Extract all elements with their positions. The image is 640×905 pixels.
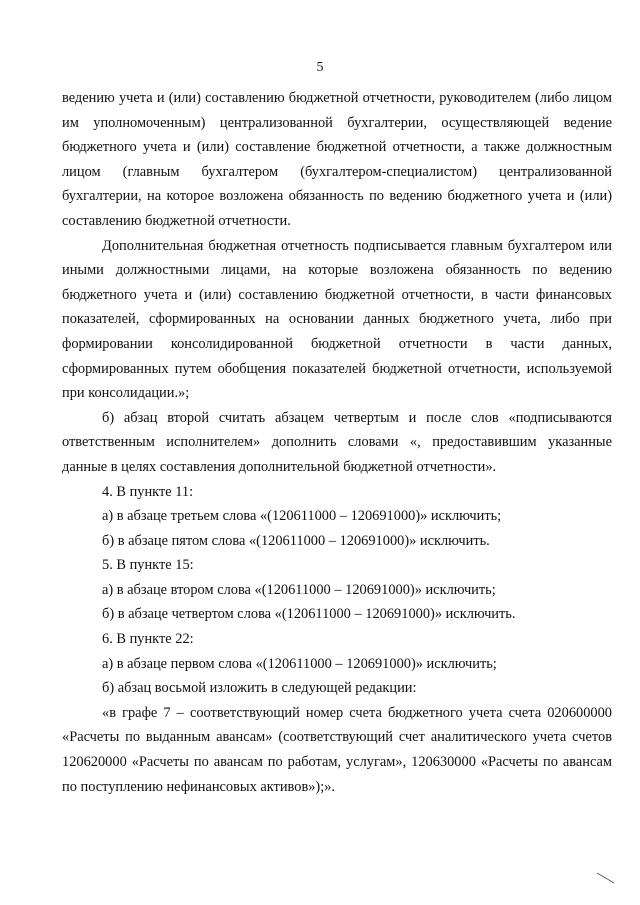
clause-4-heading: 4. В пункте 11: xyxy=(102,483,194,500)
clause-6-item-b: б) абзац восьмой изложить в следующей редакции: xyxy=(102,680,417,697)
clause-5-item-a: а) в абзаце втором слова «(120611000 – 120691000)» исключить; xyxy=(102,581,496,598)
page-number: 5 xyxy=(316,60,324,75)
paragraph-additional-reporting: Дополнительная бюджетная отчетность подписывается главным бухгалтером или иными должностными лицами, на которые возложена обязанность по ведению бюджетного учета и (или) составлению бюджетной отчетности, в части финансовых показателей, сформированных на основании данных бюджетного учета, либо при формировании консолидированной бюджетной отчетности в части данных, сформированных путем обобщения показателей бюджетной отчетности, используемой при консолидации.»; xyxy=(62,237,612,402)
paragraph-signing-continuation: ведению учета и (или) составлению бюджетной отчетности, руководителем (либо лицом им уполномоченным) централизованной бухгалтерии, осуществляющей ведение бюджетного учета и (или) составление бюджетной отчетности, а также должностным лицом (главным бухгалтером (бухгалтером-специалистом) централизованной бухгалтерии, на которое возложена обязанность по ведению бюджетного учета и (или) составлению бюджетной отчетности. xyxy=(62,90,612,229)
paragraph-amendment-b: б) абзац второй считать абзацем четвертым и после слов «подписываются ответственным исполнителем» дополнить словами «, предоставившим указанные данные в целях составления дополнительной бюджетной отчетности». xyxy=(62,409,612,475)
paragraph-new-wording: «в графе 7 – соответствующий номер счета бюджетного учета счета 020600000 «Расчеты по выданным авансам» (соответствующий счет аналитического учета счетов 120620000 «Расчеты по авансам по работам, услугам», 120630000 «Расчеты по авансам по поступлению нефинансовых активов»);». xyxy=(62,704,612,795)
clause-4-item-b: б) в абзаце пятом слова «(120611000 – 120691000)» исключить. xyxy=(102,532,490,549)
document-body xyxy=(62,86,612,799)
clause-4-item-a: а) в абзаце третьем слова «(120611000 – 120691000)» исключить; xyxy=(102,508,502,525)
clause-6-item-a: а) в абзаце первом слова «(120611000 – 120691000)» исключить; xyxy=(102,655,497,672)
clause-6-heading: 6. В пункте 22: xyxy=(102,631,194,648)
clause-5-item-b: б) в абзаце четвертом слова «(120611000 – 120691000)» исключить. xyxy=(102,606,516,623)
scan-artifact-mark xyxy=(596,872,616,884)
clause-5-heading: 5. В пункте 15: xyxy=(102,557,194,574)
